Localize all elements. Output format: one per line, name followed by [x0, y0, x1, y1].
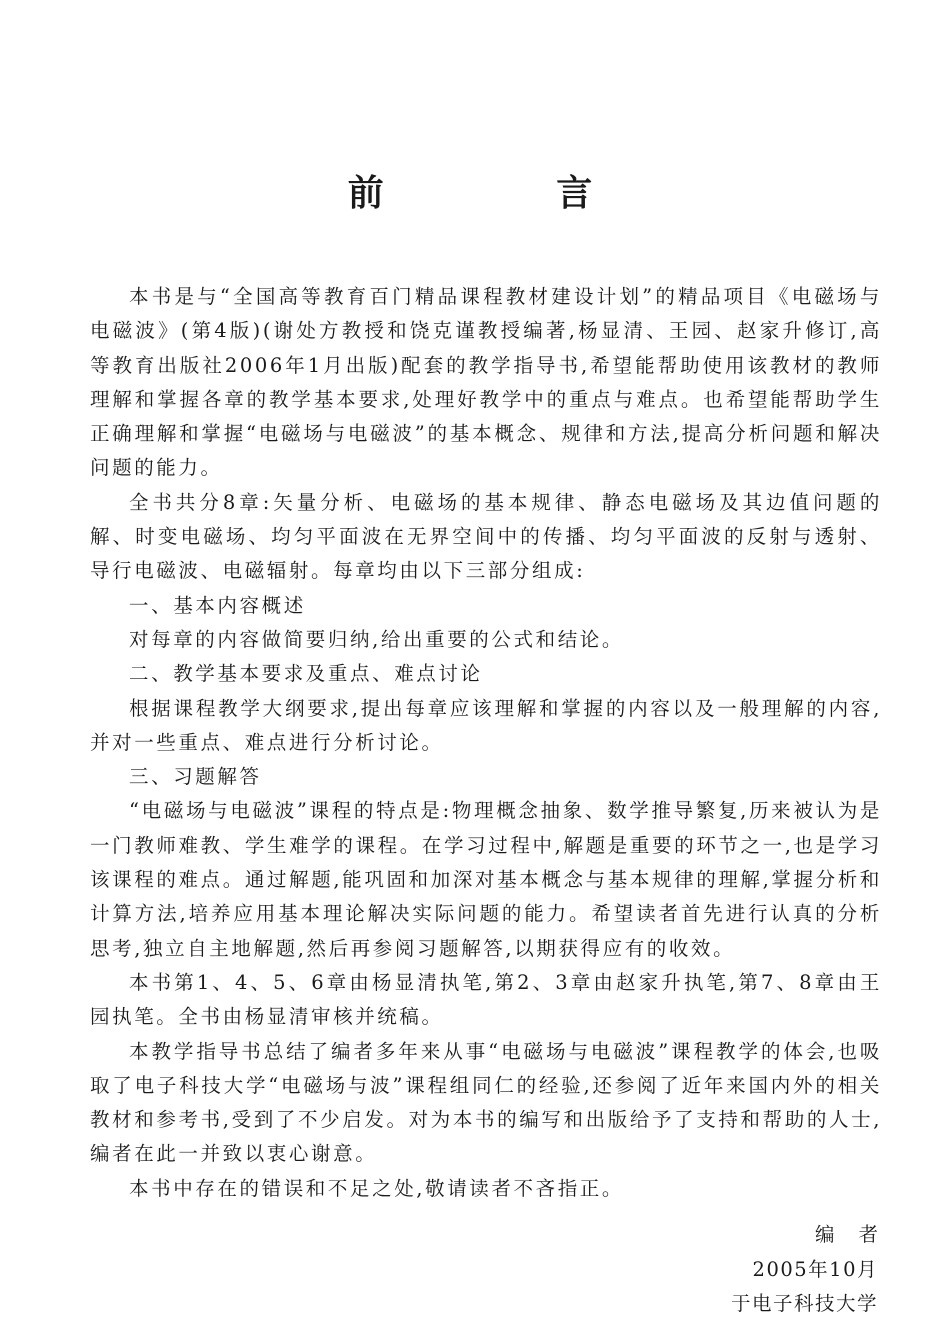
paragraph: 本书是与“全国高等教育百门精品课程教材建设计划”的精品项目《电磁场与电磁波》(第4版)(谢处方教授和饶克谨教授编著,杨显清、王园、赵家升修订,高等教育出版社2006年1月出版)配套的教学指导书,希望能帮助使用该教材的教师理解和掌握各章的教学基本要求,处理好教学中的重点与难点。也希望能帮助学生正确理解和掌握“电磁场与电磁波”的基本概念、规律和方法,提高分析问题和解决问题的能力。	[90, 285, 882, 480]
paragraph: “电磁场与电磁波”课程的特点是:物理概念抽象、数学推导繁复,历来被认为是一门教师难教、学生难学的课程。在学习过程中,解题是重要的环节之一,也是学习该课程的难点。通过解题,能巩固和加深对基本概念与基本规律的理解,掌握分析和计算方法,培养应用基本理论解决实际问题的能力。希望读者首先进行认真的分析思考,独立自主地解题,然后再参阅习题解答,以期获得应有的收效。	[90, 799, 882, 960]
paragraph: 全书共分8章:矢量分析、电磁场的基本规律、静态电磁场及其边值问题的解、时变电磁场、均匀平面波在无界空间中的传播、均匀平面波的反射与透射、导行电磁波、电磁辐射。每章均由以下三部分组成:	[90, 490, 882, 583]
section-heading: 一、基本内容概述	[129, 593, 306, 617]
section-heading: 二、教学基本要求及重点、难点讨论	[129, 662, 483, 686]
paragraph: 根据课程教学大纲要求,提出每章应该理解和掌握的内容以及一般理解的内容,并对一些重点、难点进行分析讨论。	[90, 696, 882, 754]
signature-block	[678, 1218, 902, 1322]
body-text	[90, 280, 882, 1206]
paragraph: 本书第1、4、5、6章由杨显清执笔,第2、3章由赵家升执笔,第7、8章由王园执笔。全书由杨显清审核并统稿。	[90, 970, 882, 1029]
signature-editor: 编者	[814, 1223, 902, 1246]
paragraph: 本教学指导书总结了编者多年来从事“电磁场与电磁波”课程教学的体会,也吸取了电子科技大学“电磁场与波”课程组同仁的经验,还参阅了近年来国内外的相关教材和参考书,受到了不少启发。对为本书的编写和出版给予了支持和帮助的人士,编者在此一并致以衷心谢意。	[90, 1039, 882, 1166]
signature-date: 2005年10月	[752, 1257, 878, 1281]
page-title: 前 言	[347, 173, 673, 214]
section-heading: 三、习题解答	[129, 765, 262, 789]
signature-place: 于电子科技大学	[730, 1292, 878, 1315]
paragraph: 对每章的内容做简要归纳,给出重要的公式和结论。	[129, 627, 624, 651]
paragraph: 本书中存在的错误和不足之处,敬请读者不吝指正。	[129, 1176, 624, 1200]
